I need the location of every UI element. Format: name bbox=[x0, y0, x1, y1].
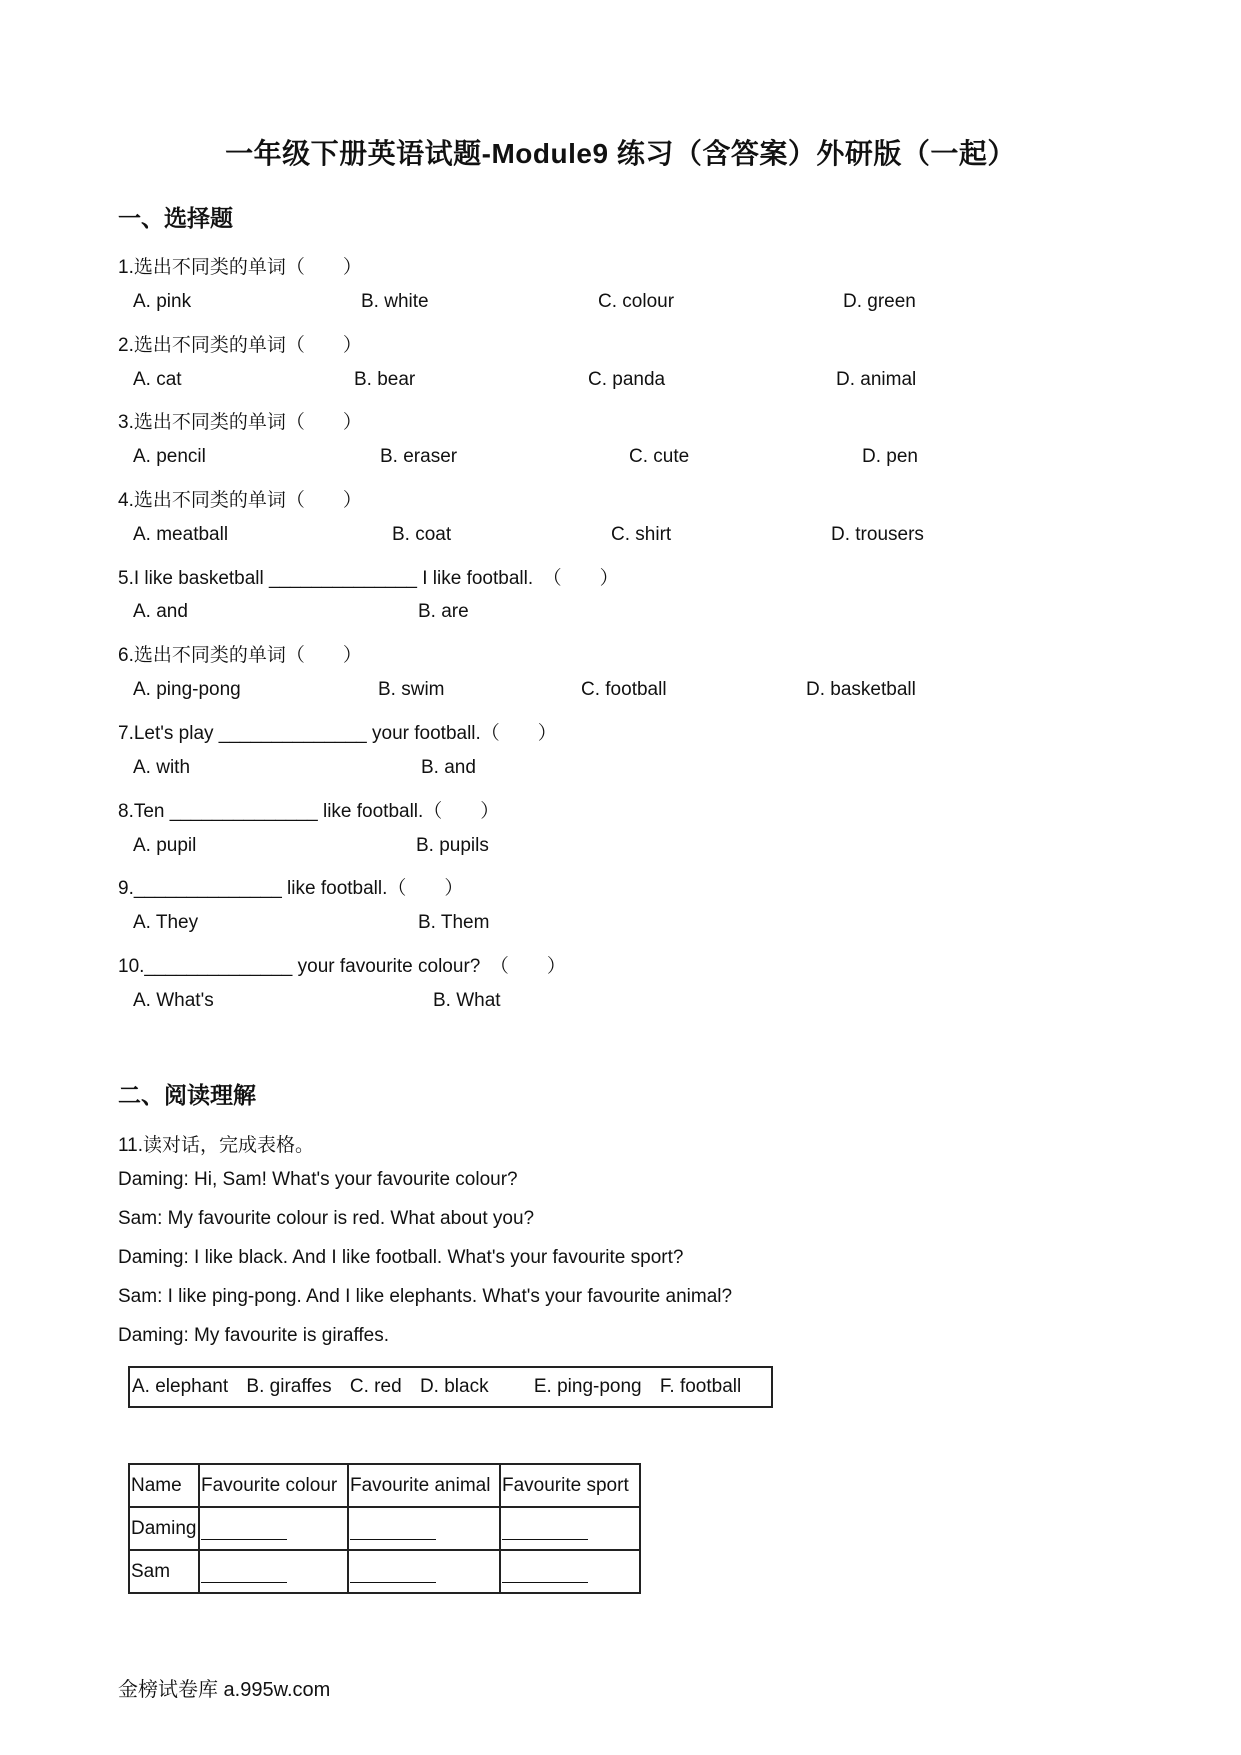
word-bank-item: B. giraffes bbox=[246, 1376, 332, 1397]
dialogue-line: Daming: Hi, Sam! What's your favourite colour? bbox=[118, 1169, 518, 1190]
page-title: 一年级下册英语试题-Module9 练习（含答案）外研版（一起） bbox=[225, 138, 1016, 169]
question-stem: 6.选出不同类的单词（ ） bbox=[118, 645, 362, 666]
option: B. pupils bbox=[416, 835, 489, 856]
answer-blank[interactable] bbox=[348, 1507, 500, 1550]
word-bank-item: F. football bbox=[659, 1376, 742, 1397]
question-stem: 1.选出不同类的单词（ ） bbox=[118, 257, 362, 278]
answer-blank[interactable] bbox=[500, 1507, 640, 1550]
option: A. pencil bbox=[133, 446, 206, 467]
option: A. meatball bbox=[133, 524, 229, 545]
question-stem: 3.选出不同类的单词（ ） bbox=[118, 412, 362, 433]
option: A. cat bbox=[133, 369, 182, 390]
option: C. panda bbox=[588, 369, 666, 390]
table-cell-name: Daming bbox=[129, 1507, 199, 1550]
option: A. ping-pong bbox=[133, 679, 241, 700]
table-header: Favourite animal bbox=[348, 1464, 500, 1507]
option: C. football bbox=[581, 679, 667, 700]
option: A. They bbox=[133, 912, 199, 933]
option: C. shirt bbox=[611, 524, 672, 545]
word-bank-item: C. red bbox=[349, 1376, 402, 1397]
answer-blank[interactable] bbox=[199, 1507, 348, 1550]
word-bank-item: A. elephant bbox=[132, 1376, 229, 1397]
option: B. What bbox=[433, 990, 501, 1011]
option: D. green bbox=[843, 291, 916, 312]
option: B. coat bbox=[392, 524, 452, 545]
answer-table bbox=[128, 1463, 641, 1594]
option: C. cute bbox=[629, 446, 690, 467]
option: B. and bbox=[421, 757, 476, 778]
dialogue-line: Sam: My favourite colour is red. What about you? bbox=[118, 1208, 535, 1229]
option: A. pink bbox=[133, 291, 192, 312]
table-header: Favourite sport bbox=[500, 1464, 640, 1507]
answer-blank[interactable] bbox=[348, 1550, 500, 1593]
answer-blank[interactable] bbox=[500, 1550, 640, 1593]
option: B. white bbox=[361, 291, 429, 312]
table-row bbox=[129, 1550, 640, 1593]
option: A. and bbox=[133, 601, 188, 622]
option: A. pupil bbox=[133, 835, 197, 856]
table-header-row bbox=[129, 1464, 640, 1507]
dialogue-line: Daming: I like black. And I like football. What's your favourite sport? bbox=[118, 1247, 684, 1268]
question-stem: 4.选出不同类的单词（ ） bbox=[118, 490, 362, 511]
dialogue-line: Sam: I like ping-pong. And I like elephants. What's your favourite animal? bbox=[118, 1286, 733, 1307]
footer-source: 金榜试卷库 a.995w.com bbox=[118, 1679, 331, 1701]
question-stem: 9.______________ like football.（ ） bbox=[118, 878, 464, 899]
section-heading-choice: 一、选择题 bbox=[118, 205, 233, 231]
question-stem: 8.Ten ______________ like football.（ ） bbox=[118, 801, 500, 822]
table-header: Favourite colour bbox=[199, 1464, 348, 1507]
reading-prompt: 11.读对话，完成表格。 bbox=[118, 1135, 315, 1156]
option: B. Them bbox=[418, 912, 490, 933]
option: B. eraser bbox=[380, 446, 458, 467]
question-stem: 10.______________ your favourite colour? （ ） bbox=[118, 956, 566, 977]
option: B. swim bbox=[378, 679, 445, 700]
option: A. with bbox=[133, 757, 191, 778]
question-stem: 5.I like basketball ______________ I like football. （ ） bbox=[118, 568, 619, 589]
option: D. pen bbox=[862, 446, 918, 467]
word-bank bbox=[128, 1366, 773, 1408]
table-cell-name: Sam bbox=[129, 1550, 199, 1593]
option: A. What's bbox=[133, 990, 214, 1011]
option: B. are bbox=[418, 601, 469, 622]
option: C. colour bbox=[598, 291, 675, 312]
option: B. bear bbox=[354, 369, 416, 390]
table-header: Name bbox=[129, 1464, 199, 1507]
word-bank-item: D. black bbox=[419, 1376, 489, 1397]
option: D. animal bbox=[836, 369, 917, 390]
question-stem: 2.选出不同类的单词（ ） bbox=[118, 335, 362, 356]
option: D. trousers bbox=[831, 524, 924, 545]
answer-blank[interactable] bbox=[199, 1550, 348, 1593]
section-heading-reading: 二、阅读理解 bbox=[118, 1082, 256, 1108]
dialogue-line: Daming: My favourite is giraffes. bbox=[118, 1325, 390, 1346]
word-bank-item: E. ping-pong bbox=[533, 1376, 642, 1397]
option: D. basketball bbox=[806, 679, 916, 700]
question-stem: 7.Let's play ______________ your football.（ ） bbox=[118, 723, 557, 744]
table-row bbox=[129, 1507, 640, 1550]
